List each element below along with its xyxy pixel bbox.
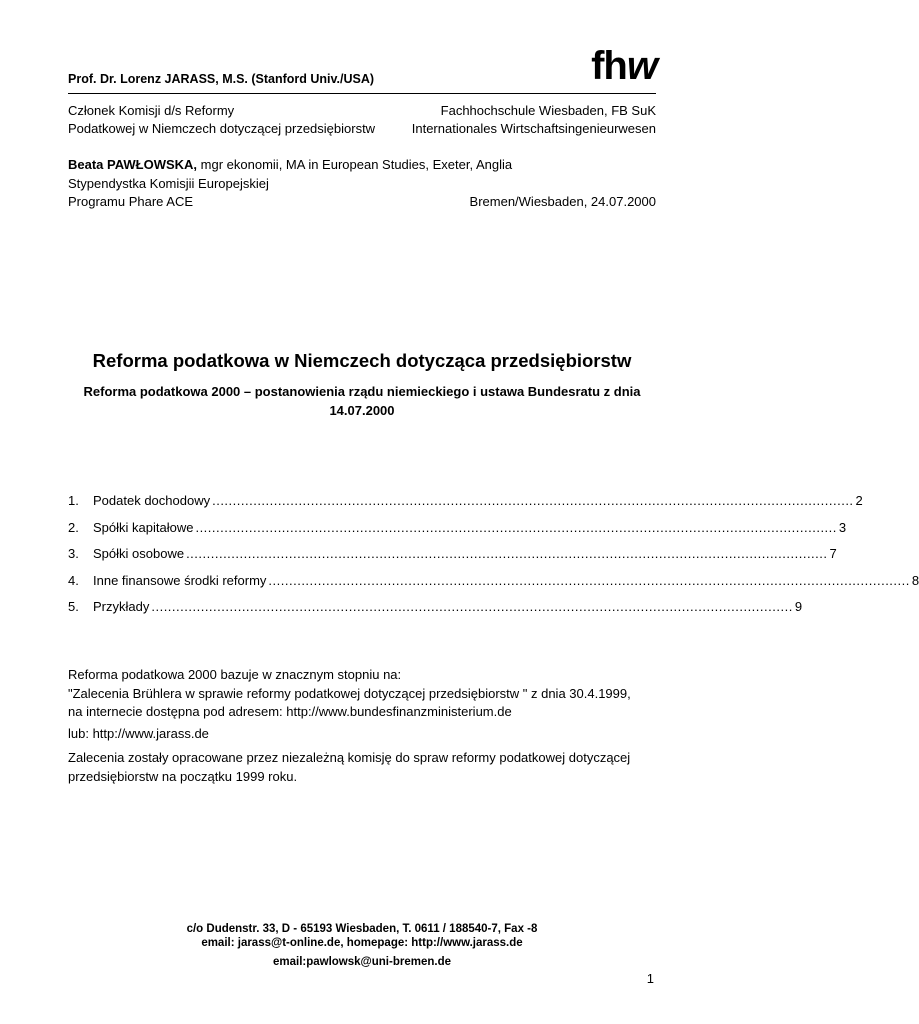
coauthor-scholarship: Stypendystka Komisjii Europejskiej xyxy=(68,176,269,191)
table-of-contents xyxy=(68,493,919,626)
toc-leader-dots: ............................................................................................................................................................ xyxy=(212,493,854,508)
toc-label: Inne finansowe środki reformy xyxy=(93,572,267,588)
affiliation-row-2 xyxy=(68,120,656,138)
toc-label: Spółki osobowe xyxy=(93,546,185,561)
fhw-logo xyxy=(591,44,657,89)
institution-line-2: Internationales Wirtschaftsingenieurwesen xyxy=(411,121,656,136)
toc-item xyxy=(68,493,863,520)
toc-item xyxy=(68,519,847,547)
toc-number: 3. xyxy=(68,546,79,561)
toc-page: 7 xyxy=(829,546,837,561)
alt-link-paragraph: lub: http://www.jarass.de xyxy=(68,726,209,741)
toc-page: 9 xyxy=(794,599,803,614)
coauthor-description: mgr ekonomii, MA in European Studies, Exeter, Anglia xyxy=(197,157,513,172)
logo-text: fh xyxy=(591,44,627,88)
toc-item xyxy=(68,572,919,600)
page-number: 1 xyxy=(646,971,654,986)
toc-number: 1. xyxy=(68,493,79,508)
toc-item xyxy=(68,546,837,573)
place-date: Bremen/Wiesbaden, 24.07.2000 xyxy=(469,194,656,209)
intro-line-2: "Zalecenia Brühlera w sprawie reformy podatkowej dotyczącej przedsiębiorstw " z dnia 30.4.1999, xyxy=(68,685,631,701)
toc-leader-dots: ............................................................................................................................................................ xyxy=(268,572,910,588)
coauthor-name: Beata PAWŁOWSKA, xyxy=(68,157,198,172)
footer-contact: email: jarass@t-online.de, homepage: http://www.jarass.de xyxy=(201,937,523,949)
commission-paragraph: Zalecenia zostały opracowane przez niezależną komisję do spraw reformy podatkowej dotyczącej przedsiębiorstw na początku 1999 roku. xyxy=(68,750,631,784)
commission-line-2: Podatkowej w Niemczech dotyczącej przedsiębiorstw xyxy=(68,121,376,136)
intro-paragraph xyxy=(68,666,656,722)
toc-page: 3 xyxy=(838,519,847,535)
coauthor-line xyxy=(68,156,512,174)
document-subtitle: Reforma podatkowa 2000 – postanowienia rządu niemieckiego i ustawa Bundesratu z dnia 14.07.2000 xyxy=(83,384,641,418)
programme-row xyxy=(68,193,656,211)
footer-address: c/o Dudenstr. 33, D - 65193 Wiesbaden, T. 0611 / 188540-7, Fax -8 xyxy=(186,923,538,935)
intro-line-3: na internecie dostępna pod adresem: http://www.bundesfinanzministerium.de xyxy=(68,704,512,719)
footer-email: email:pawlowsk@uni-bremen.de xyxy=(272,956,451,968)
toc-leader-dots: ............................................................................................................................................................ xyxy=(151,599,793,614)
toc-item xyxy=(68,599,803,626)
intro-line-1: Reforma podatkowa 2000 bazuje w znacznym stopniu na: xyxy=(68,667,402,682)
toc-page: 8 xyxy=(911,572,919,588)
toc-leader-dots: ............................................................................................................................................................ xyxy=(186,546,828,561)
affiliation-row-1 xyxy=(68,102,656,120)
toc-label: Spółki kapitałowe xyxy=(93,519,194,535)
toc-number: 2. xyxy=(68,519,79,535)
toc-number: 5. xyxy=(68,599,79,614)
coauthor-programme: Programu Phare ACE xyxy=(68,194,194,209)
toc-label: Przykłady xyxy=(93,599,150,614)
toc-page: 2 xyxy=(855,493,863,508)
toc-label: Podatek dochodowy xyxy=(93,493,211,508)
institution-line-1: Fachhochschule Wiesbaden, FB SuK xyxy=(440,103,656,118)
toc-leader-dots: ............................................................................................................................................................ xyxy=(195,519,837,535)
header-rule xyxy=(68,93,656,94)
toc-number: 4. xyxy=(68,572,79,588)
document-title: Reforma podatkowa w Niemczech dotycząca przedsiębiorstw xyxy=(92,350,632,371)
author-line: Prof. Dr. Lorenz JARASS, M.S. (Stanford Univ./USA) xyxy=(68,72,375,86)
commission-line-1: Członek Komisji d/s Reformy xyxy=(68,103,235,118)
logo-text-italic: w xyxy=(626,44,657,88)
